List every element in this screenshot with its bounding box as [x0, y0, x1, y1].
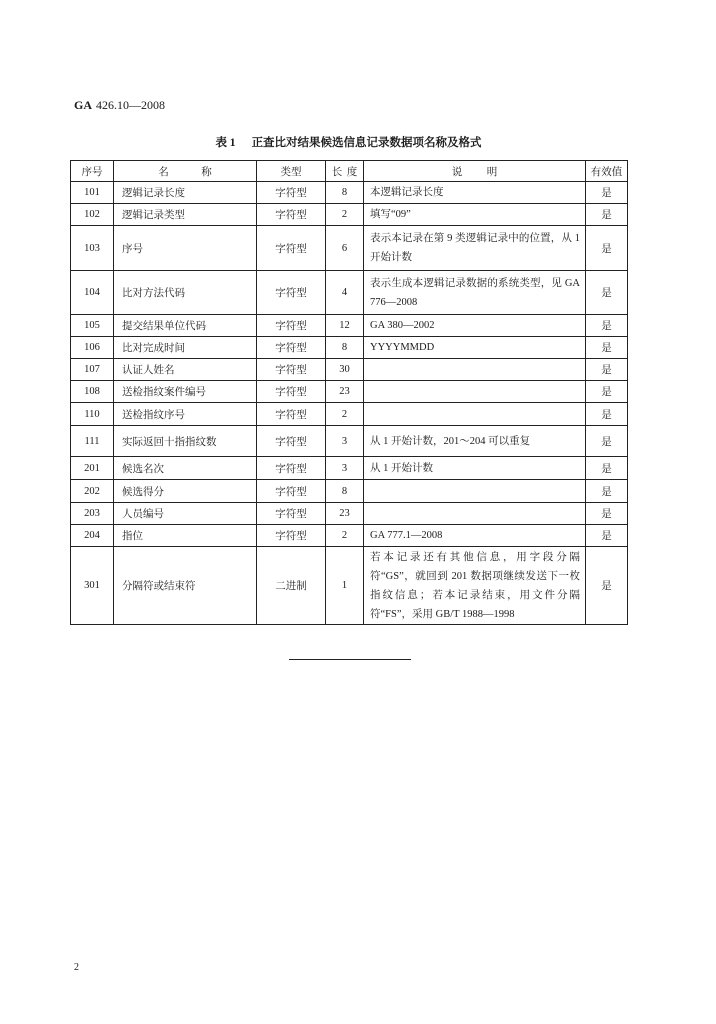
length-cell: 8 [326, 182, 364, 204]
item-name-cell: 送检指纹序号 [114, 403, 257, 426]
valid-value-cell: 是 [586, 381, 628, 403]
standard-code-number: 426.10—2008 [96, 98, 165, 112]
data-type-cell: 字符型 [257, 525, 326, 547]
valid-value-cell: 是 [586, 271, 628, 315]
item-name-cell: 提交结果单位代码 [114, 315, 257, 337]
length-cell: 8 [326, 480, 364, 503]
table-row [71, 426, 628, 457]
item-name-cell: 候选名次 [114, 457, 257, 480]
length-cell: 6 [326, 226, 364, 271]
valid-value-cell: 是 [586, 426, 628, 457]
record-number-cell: 102 [71, 204, 114, 226]
item-name-cell: 人员编号 [114, 503, 257, 525]
data-type-cell: 字符型 [257, 315, 326, 337]
item-name-cell: 候选得分 [114, 480, 257, 503]
standard-code-prefix: GA [74, 98, 92, 112]
length-cell: 23 [326, 503, 364, 525]
description-cell [364, 381, 586, 403]
table-row [71, 226, 628, 271]
length-cell: 23 [326, 381, 364, 403]
length-cell: 30 [326, 359, 364, 381]
item-name-cell: 指位 [114, 525, 257, 547]
table-title: 正查比对结果候选信息记录数据项名称及格式 [251, 137, 482, 149]
valid-value-cell: 是 [586, 525, 628, 547]
table-row [71, 182, 628, 204]
data-type-cell: 字符型 [257, 503, 326, 525]
length-cell: 3 [326, 426, 364, 457]
data-item-table [70, 160, 628, 625]
description-cell: GA 777.1—2008 [364, 525, 586, 547]
length-cell: 2 [326, 525, 364, 547]
valid-value-cell: 是 [586, 547, 628, 625]
record-number-cell: 110 [71, 403, 114, 426]
item-name-cell: 实际返回十指指纹数 [114, 426, 257, 457]
data-type-cell: 字符型 [257, 226, 326, 271]
data-type-cell: 字符型 [257, 457, 326, 480]
item-name-cell: 比对完成时间 [114, 337, 257, 359]
description-cell [364, 503, 586, 525]
table-row [71, 480, 628, 503]
record-number-cell: 106 [71, 337, 114, 359]
description-cell: 填写“09” [364, 204, 586, 226]
valid-value-cell: 是 [586, 204, 628, 226]
table-row [71, 337, 628, 359]
record-number-cell: 105 [71, 315, 114, 337]
record-number-cell: 104 [71, 271, 114, 315]
record-number-cell: 101 [71, 182, 114, 204]
record-number-cell: 103 [71, 226, 114, 271]
item-name-cell: 序号 [114, 226, 257, 271]
table-row [71, 525, 628, 547]
table-row [71, 359, 628, 381]
record-number-cell: 111 [71, 426, 114, 457]
valid-value-cell: 是 [586, 226, 628, 271]
table-row [71, 381, 628, 403]
length-cell: 3 [326, 457, 364, 480]
table-row [71, 271, 628, 315]
item-name-cell: 比对方法代码 [114, 271, 257, 315]
description-cell: 表示生成本逻辑记录数据的系统类型，见 GA 776—2008 [364, 271, 586, 315]
table-row [71, 457, 628, 480]
valid-value-cell: 是 [586, 503, 628, 525]
description-cell [364, 403, 586, 426]
length-cell: 4 [326, 271, 364, 315]
data-type-cell: 字符型 [257, 381, 326, 403]
valid-value-cell: 是 [586, 457, 628, 480]
table-row [71, 204, 628, 226]
valid-value-cell: 是 [586, 403, 628, 426]
valid-value-cell: 是 [586, 337, 628, 359]
description-cell: 表示本记录在第 9 类逻辑记录中的位置，从 1 开始计数 [364, 226, 586, 271]
table-row [71, 547, 628, 625]
item-name-cell: 送检指纹案件编号 [114, 381, 257, 403]
valid-value-cell: 是 [586, 315, 628, 337]
data-type-cell: 字符型 [257, 271, 326, 315]
table-row [71, 315, 628, 337]
data-type-cell: 二进制 [257, 547, 326, 625]
record-number-cell: 201 [71, 457, 114, 480]
standard-code [74, 98, 165, 113]
description-cell: 从 1 开始计数，201～204 可以重复 [364, 426, 586, 457]
length-cell: 8 [326, 337, 364, 359]
item-name-cell: 逻辑记录类型 [114, 204, 257, 226]
record-number-cell: 108 [71, 381, 114, 403]
record-number-cell: 204 [71, 525, 114, 547]
description-cell [364, 480, 586, 503]
table-header-row [71, 161, 628, 182]
data-type-cell: 字符型 [257, 359, 326, 381]
data-type-cell: 字符型 [257, 426, 326, 457]
item-name-cell: 逻辑记录长度 [114, 182, 257, 204]
valid-value-cell: 是 [586, 182, 628, 204]
table-label: 表 1 [215, 137, 236, 149]
description-cell: 从 1 开始计数 [364, 457, 586, 480]
record-number-cell: 203 [71, 503, 114, 525]
data-type-cell: 字符型 [257, 182, 326, 204]
end-of-standard-rule [289, 659, 411, 660]
record-number-cell: 107 [71, 359, 114, 381]
item-name-cell: 认证人姓名 [114, 359, 257, 381]
valid-value-cell: 是 [586, 359, 628, 381]
description-cell: YYYYMMDD [364, 337, 586, 359]
data-type-cell: 字符型 [257, 204, 326, 226]
table-row [71, 403, 628, 426]
description-cell [364, 359, 586, 381]
column-header-valid: 有效值 [586, 161, 628, 182]
column-header-type: 类型 [257, 161, 326, 182]
column-header-length: 长 度 [326, 161, 364, 182]
length-cell: 1 [326, 547, 364, 625]
record-number-cell: 202 [71, 480, 114, 503]
table-row [71, 503, 628, 525]
data-type-cell: 字符型 [257, 480, 326, 503]
record-number-cell: 301 [71, 547, 114, 625]
page-number: 2 [74, 962, 79, 973]
table-caption [70, 134, 627, 150]
column-header-name: 名 称 [114, 161, 257, 182]
column-header-number: 序号 [71, 161, 114, 182]
column-header-description: 说 明 [364, 161, 586, 182]
length-cell: 2 [326, 204, 364, 226]
length-cell: 12 [326, 315, 364, 337]
description-cell: GA 380—2002 [364, 315, 586, 337]
data-type-cell: 字符型 [257, 403, 326, 426]
valid-value-cell: 是 [586, 480, 628, 503]
data-type-cell: 字符型 [257, 337, 326, 359]
item-name-cell: 分隔符或结束符 [114, 547, 257, 625]
description-cell: 本逻辑记录长度 [364, 182, 586, 204]
length-cell: 2 [326, 403, 364, 426]
description-cell: 若本记录还有其他信息，用字段分隔符“GS”，就回到 201 数据项继续发送下一枚指纹信息；若本记录结束，用文件分隔符“FS”，采用 GB/T 1988—1998 [364, 547, 586, 625]
